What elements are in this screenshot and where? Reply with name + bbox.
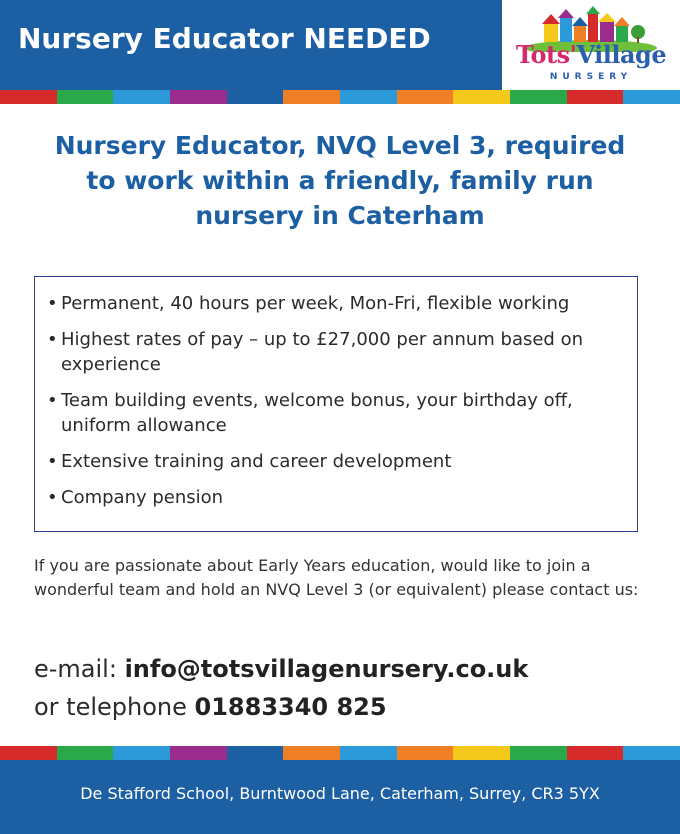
stripe-segment [283, 90, 340, 104]
stripe-segment [623, 90, 680, 104]
stripe-segment [567, 746, 624, 760]
logo-text [508, 40, 674, 69]
stripe-segment [57, 746, 114, 760]
stripe-segment [113, 746, 170, 760]
phone-label: or telephone [34, 693, 195, 721]
benefit-item: • Team building events, welcome bonus, your birthday off, uniform allowance [47, 388, 623, 438]
stripe-segment [453, 746, 510, 760]
email-label: e-mail: [34, 655, 125, 683]
headline-line-3: nursery in Caterham [195, 201, 485, 230]
stripe-segment [0, 90, 57, 104]
stripe-segment [227, 90, 284, 104]
stripe-segment [57, 90, 114, 104]
email-line [34, 650, 674, 688]
stripe-segment [623, 746, 680, 760]
stripe-segment [510, 90, 567, 104]
benefit-item: • Company pension [47, 485, 623, 510]
logo-subtitle: NURSERY [549, 72, 633, 82]
stripe-segment [170, 90, 227, 104]
benefit-item: • Extensive training and career development [47, 449, 623, 474]
stripe-segment [397, 90, 454, 104]
stripe-segment [510, 746, 567, 760]
logo-name-part2: Village [576, 40, 667, 69]
benefit-item: • Highest rates of pay – up to £27,000 per annum based on experience [47, 327, 623, 377]
contact-block [34, 650, 674, 726]
stripe-segment [283, 746, 340, 760]
stripe-segment [567, 90, 624, 104]
intro-text: If you are passionate about Early Years education, would like to join a wonderful team and hold an NVQ Level 3 (or equivalent) please contact us: [34, 556, 639, 599]
benefit-item: • Permanent, 40 hours per week, Mon-Fri, flexible working [47, 291, 623, 316]
phone-number[interactable]: 01883340 825 [194, 693, 387, 721]
stripe-segment [227, 746, 284, 760]
logo-name-part1: Tots' [515, 40, 577, 69]
stripe-segment [340, 746, 397, 760]
stripe-segment [340, 90, 397, 104]
logo [502, 0, 680, 90]
header-banner [0, 0, 502, 90]
stripe-segment [113, 90, 170, 104]
color-stripe-top [0, 90, 680, 104]
benefits-list [35, 277, 637, 510]
email-address[interactable]: info@totsvillagenursery.co.uk [124, 655, 529, 683]
phone-line [34, 688, 674, 726]
footer-banner [0, 760, 680, 834]
stripe-segment [170, 746, 227, 760]
stripe-segment [0, 746, 57, 760]
stripe-segment [397, 746, 454, 760]
color-stripe-bottom [0, 746, 680, 760]
footer-address: De Stafford School, Burntwood Lane, Caterham, Surrey, CR3 5YX [80, 784, 600, 803]
benefits-box [34, 276, 638, 532]
headline-line-1: Nursery Educator, NVQ Level 3, required [54, 131, 626, 160]
headline-line-2: to work within a friendly, family run [86, 166, 594, 195]
header-title: Nursery Educator NEEDED [18, 22, 431, 55]
stripe-segment [453, 90, 510, 104]
headline [20, 128, 660, 233]
